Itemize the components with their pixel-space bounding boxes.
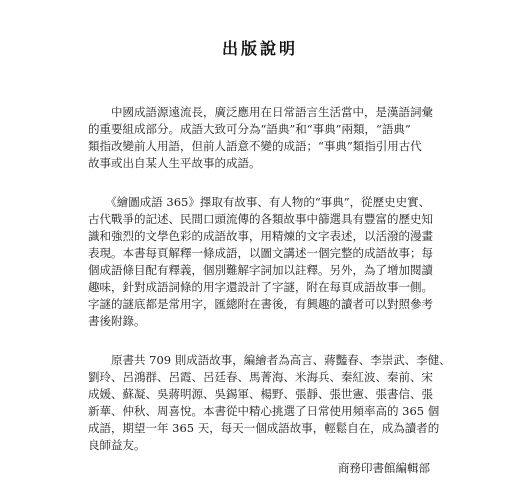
paragraph-line: 中國成語源遠流長，廣泛應用在日常語言生活當中，是漢語詞彙 (88, 105, 433, 119)
paragraph-line: 個成語條目配有釋義，個別難解字詞加以註釋。另外，為了增加閱讀 (88, 263, 433, 277)
paragraph-line: 古代戰爭的記述、民間口頭流傳的各類故事中篩選具有豐富的歷史知 (88, 212, 433, 226)
paragraph-line: 表現。本書每頁解釋一條成語，以圖文講述一個完整的成語故事；每 (88, 246, 433, 260)
paragraph-line: 的重要組成部分。成語大致可分為“語典”和“事典”兩類，“語典” (88, 122, 411, 136)
paragraph-line: 成語，期望一年 365 天，每天一個成語故事，輕鬆自在，成為讀者的 (88, 421, 440, 435)
paragraph-line: 新華、仲秋、周喜悅。本書從中精心挑選了日常使用頻率高的 365 個 (88, 404, 440, 418)
paragraph-line: 原書共 709 則成語故事，編繪者為高言、蔣豔春、李崇武、李健、 (88, 353, 451, 367)
paragraph-line: 《繪圖成語 365》擇取有故事、有人物的“事典”，從歷史史實、 (88, 195, 431, 209)
page-title: 出版說明 (221, 39, 298, 58)
paragraph-line: 趣味，針對成語詞條的用字還設計了字謎，附在每頁成語故事一側。 (88, 280, 433, 294)
paragraph-original-authors (88, 352, 456, 454)
paragraph-line: 識和強烈的文學色彩的成語故事，用精煉的文字表述，以活潑的漫畫 (88, 229, 433, 243)
paragraph-book-description (88, 194, 456, 330)
paragraph-line: 類指改變前人用語，但前人語意不變的成語；“事典”類指引用古代 (88, 139, 422, 153)
signature: 商務印書館編輯部 (338, 461, 430, 475)
paragraph-intro (88, 104, 456, 172)
paragraph-line: 劉玲、呂鴻群、呂霞、呂廷春、馬菁海、米海兵、秦紅波、秦前、宋 (88, 370, 433, 384)
paragraph-line: 字謎的謎底都是常用字，匯總附在書後，有興趣的讀者可以對照參考 (88, 297, 433, 311)
paragraph-line: 良師益友。 (88, 438, 146, 452)
paragraph-line: 成媛、蘇凝、吳蔣明源、吳錫軍、楊野、張靜、張世憲、張書信、張 (88, 387, 433, 401)
paragraph-line: 故事或出自某人生平故事的成語。 (88, 156, 261, 170)
paragraph-line: 書後附錄。 (88, 314, 146, 328)
